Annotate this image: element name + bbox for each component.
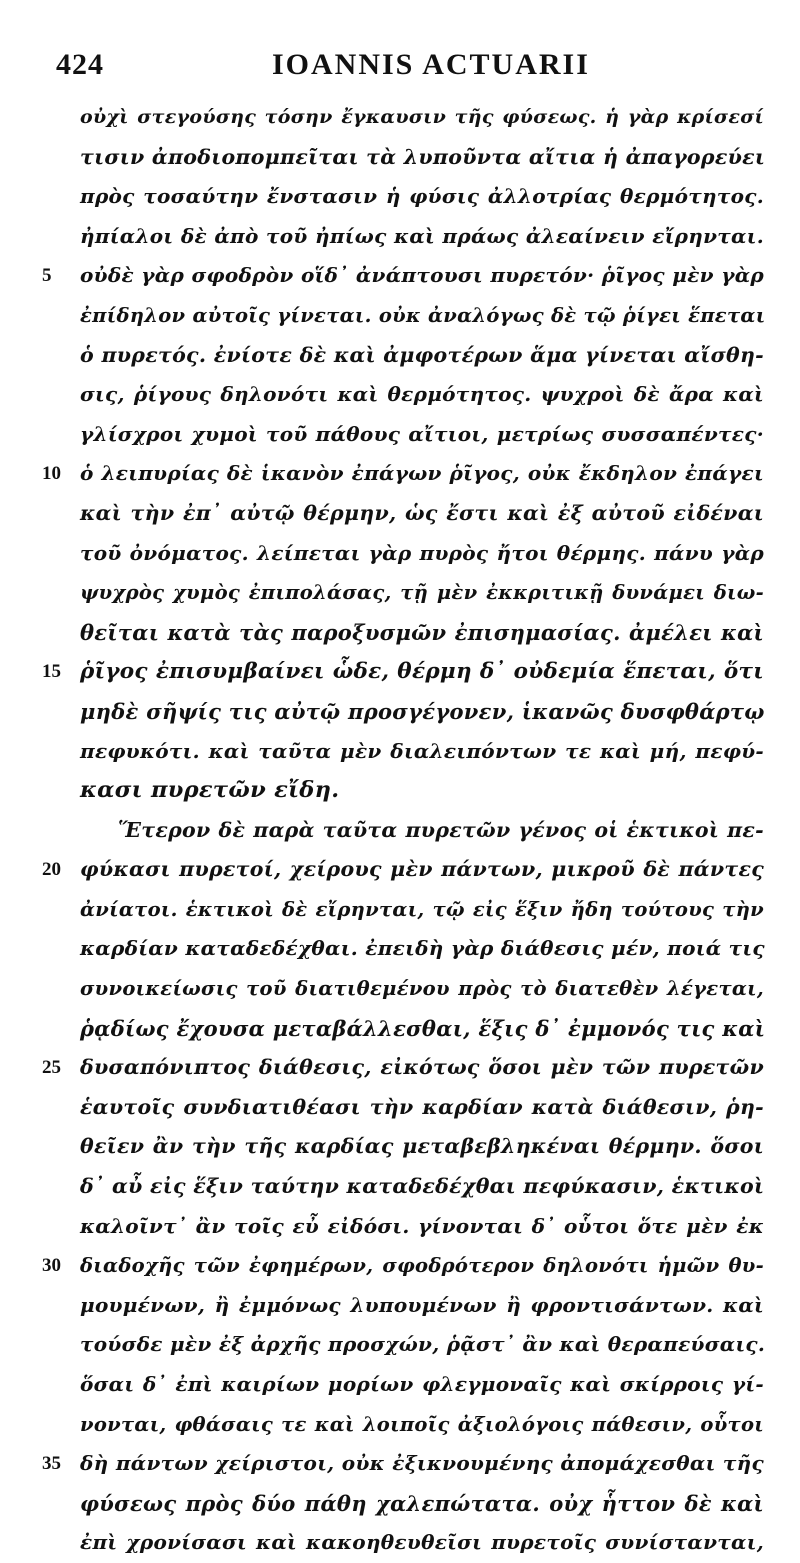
line-text: ὅσαι δ᾽ ἐπὶ καιρίων μορίων φλεγμοναῖς καὶ σκίρροις γί- xyxy=(80,1372,764,1396)
text-line xyxy=(0,1088,800,1128)
text-line xyxy=(0,732,800,772)
line-text: ῥᾳδίως ἔχουσα μεταβάλλεσθαι, ἕξις δ᾽ ἐμμονός τις καὶ xyxy=(80,1015,766,1041)
text-line xyxy=(0,1325,800,1365)
text-line xyxy=(0,1167,800,1207)
text-line xyxy=(0,454,800,494)
text-line xyxy=(0,1207,800,1247)
text-line xyxy=(0,811,800,851)
text-line xyxy=(0,1127,800,1167)
text-line xyxy=(0,217,800,257)
line-text: δὴ πάντων χείριστοι, οὐκ ἐξικνουμένης ἀπομάχεσθαι τῆς xyxy=(80,1451,764,1476)
line-text: δυσαπόνιπτος διάθεσις, εἰκότως ὅσοι μὲν τῶν πυρετῶν xyxy=(80,1055,764,1080)
text-line xyxy=(0,177,800,217)
text-line xyxy=(0,652,800,692)
line-text: δ᾽ αὖ εἰς ἕξιν ταύτην καταδεδέχθαι πεφύκασιν, ἑκτικοὶ xyxy=(80,1174,765,1199)
line-text: καρδίαν καταδεδέχθαι. ἐπειδὴ γὰρ διάθεσις μέν, ποιά τις xyxy=(80,936,765,961)
text-line xyxy=(0,969,800,1009)
text-line xyxy=(0,138,800,178)
line-number: 30 xyxy=(42,1255,61,1277)
text-line xyxy=(0,771,800,811)
text-line xyxy=(0,890,800,930)
line-text: φύκασι πυρετοί, χείρους μὲν πάντων, μικροῦ δὲ πάντες xyxy=(80,857,764,882)
text-line xyxy=(0,1286,800,1326)
text-line xyxy=(0,296,800,336)
line-number: 35 xyxy=(42,1453,61,1475)
text-line xyxy=(0,1484,800,1524)
line-number: 5 xyxy=(42,265,52,287)
line-number: 20 xyxy=(42,859,61,881)
line-text: ὁ πυρετός. ἐνίοτε δὲ καὶ ἀμφοτέρων ἅμα γίνεται αἴσθη- xyxy=(80,342,764,367)
running-title: IOANNIS ACTUARII xyxy=(272,48,590,81)
line-text: φύσεως πρὸς δύο πάθη χαλεπώτατα. οὐχ ἧττον δὲ καὶ xyxy=(80,1490,764,1516)
line-text: τισιν ἀποδιοπομπεῖται τὰ λυποῦντα αἴτια ἡ ἀπαγορεύει xyxy=(80,144,766,169)
text-line xyxy=(0,1246,800,1286)
text-line xyxy=(0,98,800,138)
text-line xyxy=(0,375,800,415)
line-text: συνοικείωσις τοῦ διατιθεμένου πρὸς τὸ διατεθὲν λέγεται, xyxy=(80,977,764,1001)
text-line xyxy=(0,692,800,732)
text-line xyxy=(0,494,800,534)
line-text: ὁ λειπυρίας δὲ ἱκανὸν ἐπάγων ῥῖγος, οὐκ ἔκδηλον ἐπάγει xyxy=(80,461,764,486)
line-text: Ἕτερον δὲ παρὰ ταῦτα πυρετῶν γένος οἱ ἑκτικοὶ πε- xyxy=(118,817,764,842)
line-text: κασι πυρετῶν εἴδη. xyxy=(80,777,340,804)
line-text: πεφυκότι. καὶ ταῦτα μὲν διαλειπόντων τε καὶ μή, πεφύ- xyxy=(80,738,764,763)
line-text: γλίσχροι χυμοὶ τοῦ πάθους αἴτιοι, μετρίως συσσαπέντες· xyxy=(80,421,764,446)
line-text: οὐδὲ γὰρ σφοδρὸν οἵδ᾽ ἀνάπτουσι πυρετόν· ῥῖγος μὲν γὰρ xyxy=(80,263,764,288)
line-text: θεῖεν ἂν τὴν τῆς καρδίας μεταβεβληκέναι θέρμην. ὅσοι xyxy=(80,1134,764,1159)
line-text: μουμένων, ἢ ἐμμόνως λυπουμένων ἢ φροντισάντων. καὶ xyxy=(80,1292,764,1317)
text-line xyxy=(0,1048,800,1088)
line-text: καλοῖντ᾽ ἂν τοῖς εὖ εἰδόσι. γίνονται δ᾽ οὗτοι ὅτε μὲν ἐκ xyxy=(80,1213,764,1238)
line-text: τοῦ ὀνόματος. λείπεται γὰρ πυρὸς ἤτοι θέρμης. πάνυ γὰρ xyxy=(80,540,764,565)
line-text: πρὸς τοσαύτην ἔνστασιν ἡ φύσις ἀλλοτρίας θερμότητος. xyxy=(80,184,764,209)
text-line xyxy=(0,534,800,574)
line-text: καὶ τὴν ἐπ᾽ αὐτῷ θέρμην, ὡς ἔστι καὶ ἐξ αὐτοῦ εἰδέναι xyxy=(80,500,764,525)
line-text: μηδὲ σῆψίς τις αὐτῷ προσγέγονεν, ἱκανῶς δυσφθάρτῳ xyxy=(80,698,765,724)
line-text: οὐχὶ στεγούσης τόσην ἔγκαυσιν τῆς φύσεως. ἡ γὰρ κρίσεσί xyxy=(80,106,764,128)
text-line xyxy=(0,1009,800,1049)
line-text: θεῖται κατὰ τὰς παροξυσμῶν ἐπισημασίας. ἀμέλει καὶ xyxy=(80,619,764,645)
text-line xyxy=(0,256,800,296)
line-number: 15 xyxy=(42,661,61,683)
page-number: 424 xyxy=(56,48,104,81)
line-text: νονται, φθάσαις τε καὶ λοιποῖς ἀξιολόγοις πάθεσιν, οὗτοι xyxy=(80,1412,764,1436)
line-text: σις, ῥίγους δηλονότι καὶ θερμότητος. ψυχροὶ δὲ ἄρα καὶ xyxy=(80,382,764,407)
line-text: ἠπίαλοι δὲ ἀπὸ τοῦ ἠπίως καὶ πράως ἀλεαίνειν εἴρηνται. xyxy=(80,223,764,248)
text-line xyxy=(0,573,800,613)
line-text: διαδοχῆς τῶν ἐφημέρων, σφοδρότερον δηλονότι ἡμῶν θυ- xyxy=(80,1254,764,1278)
text-line xyxy=(0,850,800,890)
line-number: 10 xyxy=(42,463,61,485)
line-text: ἀνίατοι. ἑκτικοὶ δὲ εἴρηνται, τῷ εἰς ἕξιν ἤδη τούτους τὴν xyxy=(80,897,764,921)
line-text: ψυχρὸς χυμὸς ἐπιπολάσας, τῇ μὲν ἐκκριτικῇ δυνάμει διω- xyxy=(80,581,764,605)
line-number: 25 xyxy=(42,1057,61,1079)
line-text: ἑαυτοῖς συνδιατιθέασι τὴν καρδίαν κατὰ διάθεσιν, ῥη- xyxy=(80,1094,764,1119)
text-line xyxy=(0,1405,800,1445)
line-text: τούσδε μὲν ἐξ ἀρχῆς προσχών, ῥᾷστ᾽ ἂν καὶ θεραπεύσαις. xyxy=(80,1332,766,1357)
text-line xyxy=(0,1365,800,1405)
line-text: ἐπὶ χρονίσασι καὶ κακοηθευθεῖσι πυρετοῖς συνίστανται, xyxy=(80,1530,764,1555)
text-line xyxy=(0,1523,800,1563)
text-line xyxy=(0,1444,800,1484)
text-line xyxy=(0,929,800,969)
page-header xyxy=(0,42,800,88)
text-line xyxy=(0,613,800,653)
greek-text-body xyxy=(0,98,800,1563)
text-line xyxy=(0,336,800,376)
text-line xyxy=(0,415,800,455)
line-text: ῥῖγος ἐπισυμβαίνει ὧδε, θέρμη δ᾽ οὐδεμία ἕπεται, ὅτι xyxy=(80,659,764,685)
line-text: ἐπίδηλον αὐτοῖς γίνεται. οὐκ ἀναλόγως δὲ τῷ ῥίγει ἕπεται xyxy=(80,303,766,327)
